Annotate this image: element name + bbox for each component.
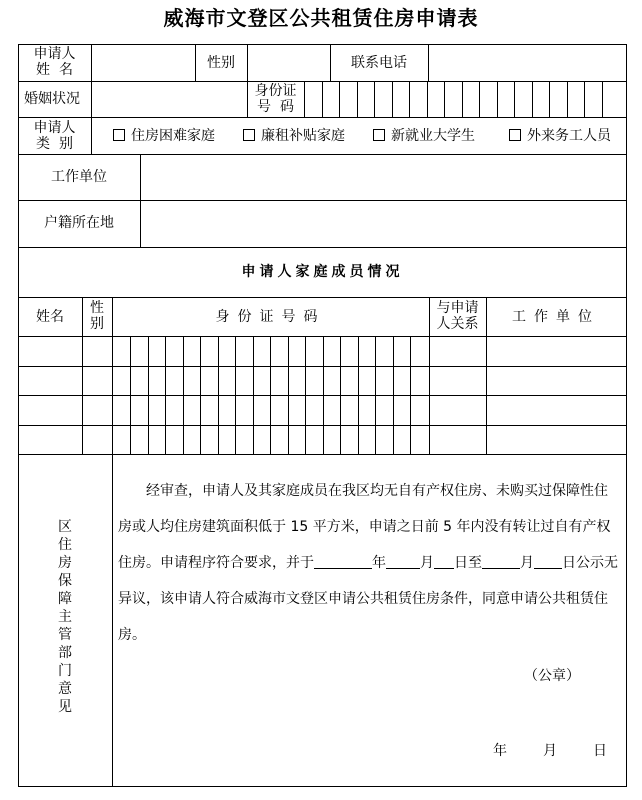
month-blank[interactable] <box>386 554 420 569</box>
form-title: 威海市文登区公共租赁住房申请表 <box>163 6 479 30</box>
checkbox-icon[interactable] <box>509 129 521 141</box>
family-col-relation-line1: 与申请 <box>436 300 479 316</box>
gender-label: 性别 <box>207 55 235 71</box>
opinion-line-2: 房或人均住房建筑面积低于 15 平方米，申请之日前 5 年内没有转让过自有产权 <box>118 519 611 535</box>
opinion-line-3: 住房。申请程序符合要求，并于 年 月 日至 月 日公示无 <box>118 555 618 571</box>
official-seal-label: （公章） <box>524 668 580 684</box>
type-option-rent-subsidy[interactable]: 廉租补贴家庭 <box>243 128 345 144</box>
family-col-relation-line2: 人关系 <box>436 316 479 332</box>
work-unit-label: 工作单位 <box>51 169 107 185</box>
family-row[interactable] <box>19 367 626 395</box>
family-row[interactable] <box>19 337 626 366</box>
type-option-new-graduate[interactable]: 新就业大学生 <box>373 128 475 144</box>
applicant-type-label-line1: 申请人 <box>33 120 76 136</box>
id-number-label-line2: 号 码 <box>257 99 294 115</box>
opinion-label: 区 住 房 保 障 主 管 部 门 意 见 <box>58 519 72 715</box>
date-year-label: 年 <box>493 743 507 759</box>
applicant-name-label-line1: 申请人 <box>33 46 76 62</box>
marital-status-field[interactable] <box>92 82 247 117</box>
type-option-migrant-worker[interactable]: 外来务工人员 <box>509 128 611 144</box>
year-blank[interactable] <box>314 554 372 569</box>
family-col-work: 工作单位 <box>512 309 600 325</box>
hukou-label: 户籍所在地 <box>44 215 114 231</box>
opinion-line-5: 房。 <box>118 627 146 643</box>
applicant-name-label-line2: 姓 名 <box>36 62 73 78</box>
applicant-name-field[interactable] <box>92 45 195 81</box>
type-option-housing-difficulty[interactable]: 住房困难家庭 <box>113 128 215 144</box>
id-number-field[interactable] <box>305 82 626 117</box>
date-month-label: 月 <box>543 743 557 759</box>
phone-label: 联系电话 <box>351 55 407 71</box>
gender-field[interactable] <box>248 45 330 81</box>
checkbox-icon[interactable] <box>113 129 125 141</box>
end-day-blank[interactable] <box>534 554 562 569</box>
family-col-gender-line2: 别 <box>90 316 104 332</box>
family-col-gender-line1: 性 <box>90 300 104 316</box>
checkbox-icon[interactable] <box>243 129 255 141</box>
opinion-line-1: 经审查，申请人及其家庭成员在我区均无自有产权住房、未购买过保障性住 <box>146 483 608 499</box>
family-section-title: 申请人家庭成员情况 <box>241 264 404 280</box>
work-unit-field[interactable] <box>141 155 626 200</box>
hukou-field[interactable] <box>141 201 626 247</box>
id-number-label-line1: 身份证 <box>254 83 297 99</box>
checkbox-icon[interactable] <box>373 129 385 141</box>
applicant-type-label-line2: 类 别 <box>36 136 73 152</box>
phone-field[interactable] <box>429 45 626 81</box>
date-day-label: 日 <box>593 743 607 759</box>
family-col-id: 身份证号码 <box>215 309 326 325</box>
family-row[interactable] <box>19 426 626 454</box>
family-col-name: 姓名 <box>36 309 64 325</box>
family-row[interactable] <box>19 396 626 425</box>
opinion-line-4: 异议，该申请人符合威海市文登区申请公共租赁住房条件，同意申请公共租赁住 <box>118 591 608 607</box>
marital-status-label: 婚姻状况 <box>24 91 80 107</box>
day-blank[interactable] <box>434 554 454 569</box>
end-month-blank[interactable] <box>482 554 520 569</box>
